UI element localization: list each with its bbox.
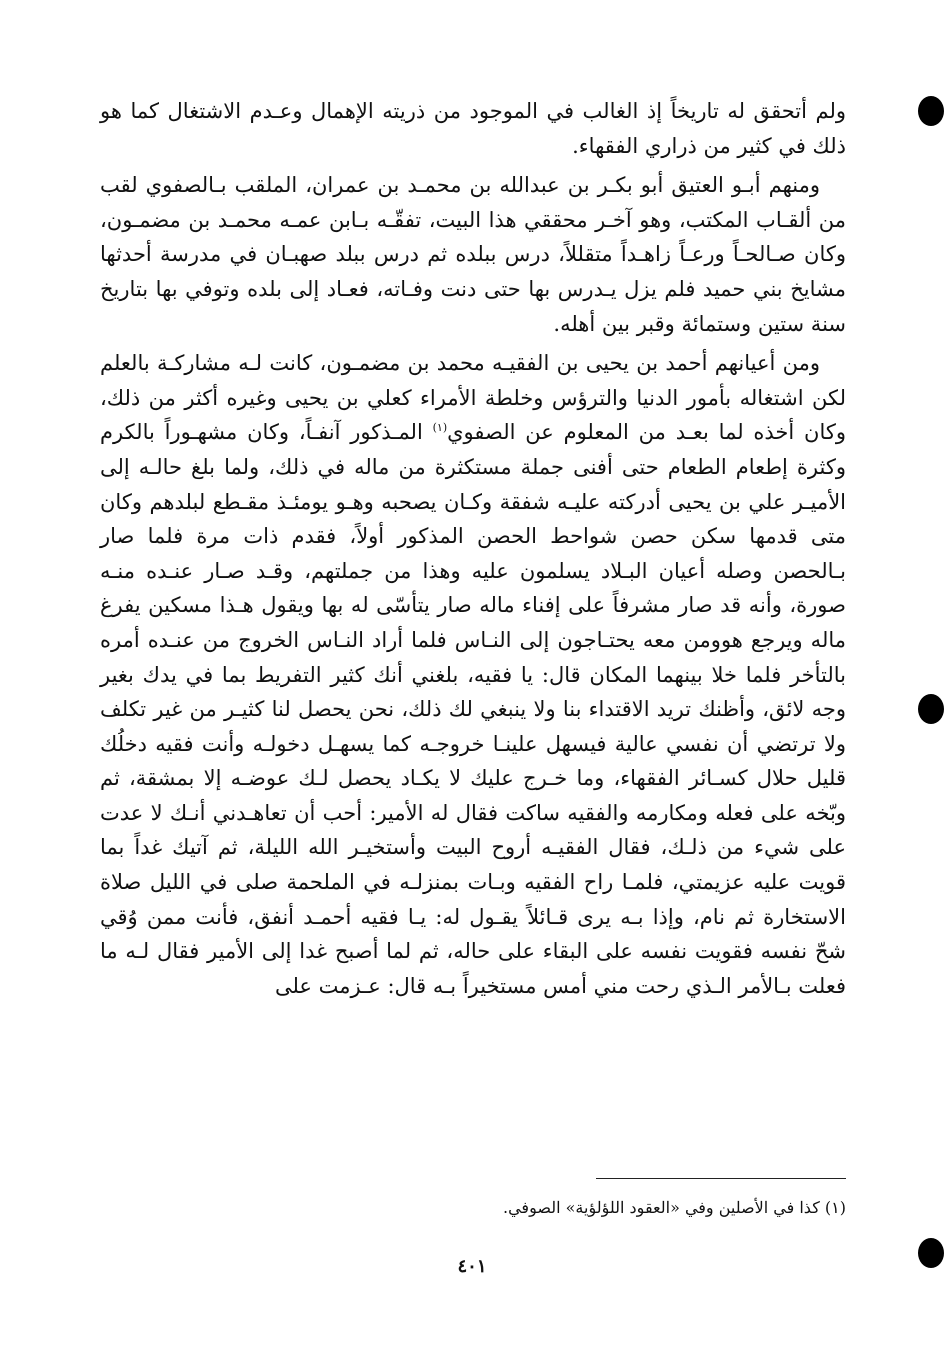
paragraph-3-before-note: ومن أعيانهم أحمد بن يحيى بن الفقيـه محمد بن مضمـون، كانت لـه مشاركـة بالعلم لكن اشتغاله بأمور الدنيا والترؤس وخلطة الأمراء كعلي بن يحيى وغيره أكثر من ذلك، وكان أخذه لما بعـد من المعلوم عن الصفوي [100,351,847,445]
paragraph-3-after-note: المـذكور آنفـاً، وكان مشهـوراً بالكرم وكثرة إطعام الطعام حتى أفنى جملة مستكثرة من ماله في ذلك، ولما بلغ حالـه إلى الأميـر علي بن يحيى أدركته عليـه شفقة وكـان يصحبه وهـو يومئـذ مقـطع لبلدهم وكان متى قدمها سكن حصن شواحط الحصن المذكور أولاً، فقدم ذات مرة فلما صار بـالحصن وصله أعيان البـلاد يسلمون عليه وهذا من جملتهم، وقـد صـار عنـده منـه صورة، وأنه قد صار مشرفاً على إفناء ماله صار يتأسّى له بها ويقول هـذا مسكين يفرغ ماله ويرجع هوومن معه يحتـاجون إلى النـاس فلما أراد النـاس الخروج من عنـده أمره بالتأخر فلما خلا بينهما المكان قال: يا فقيه، بلغني أنك كثير التفريط بما في يدك بغير وجه لائق، وأظنك تريد الاقتداء بنا ولا ينبغي لك ذلك، نحن يحصل لنا كثيـر من غير تكلف ولا ترتضي أن نفسي عالية فيسهل علينـا خروجـه كما يسهـل دخولـه وأنت فقيه دخلُك قليل حلال كسـائر الفقهاء، وما خـرج عليك لا يكـاد يحصل لـك عوضـه إلا بمشقة، ثم وبّخه على فعله ومكارمه والفقيه ساكت فقال له الأمير: أحب أن تعاهـدني أنـك لا عدت على شيء من ذلـك، فقال الفقيـه أروح البيت وأستخيـر الله الليلة، ثم آتيك غداً بما قويت عليه عزيمتي، فلمـا راح الفقيه وبـات بمنزلـه في الملحمة صلى في الليل صلاة الاستخارة ثم نام، وإذا بـه يرى قـائلاً يقـول له: يـا فقيه أحمـد أنفق، فأنت ممن وُقي شحّ نفسه فقويت نفسه على البقاء على حاله، ثم لما أصبح غدا إلى الأمير فقال لـه ما فعلت بـالأمر الـذي رحت مني أمس مستخيراً بـه قال: عـزمت على [100,420,847,998]
paragraph-1: ولم أتحقق له تاريخاً إذ الغالب في الموجود من ذريته الإهمال وعـدم الاشتغال كما هو ذلك في كثير من ذراري الفقهاء. [100,99,846,158]
footnote-separator [596,1178,846,1179]
paragraph-3 [100,346,846,1003]
binding-hole-dot-bottom [918,1238,944,1268]
page-number: ٤٠١ [457,1256,487,1277]
main-text [100,94,846,1008]
binding-hole-dot-top [918,96,944,126]
footnote-marker[interactable]: (١) [432,421,448,435]
paragraph-2: ومنهم أبـو العتيق أبو بكـر بن عبدالله بن محمـد بن عمران، الملقب بـالصفوي لقب من ألقـاب المكتب، وهو آخـر محققي هذا البيت، تفقّـه بـابن عمـه محمـد بن مضمـون، وكان صـالحـاً ورعـاً زاهـداً متقللاً، درس ببلده ثم درس ببلد صهبـان في مدرسة أحدثها مشايخ بني حميد فلم يزل يـدرس بها حتى دنت وفـاته، فعـاد إلى بلده وتوفي بها بتاريخ سنة ستين وستمائة وقبر بين أهله. [100,173,846,336]
footnote: (١) كذا في الأصلين وفي «العقود اللؤلؤية» الصوفي. [503,1198,846,1217]
binding-hole-dot-middle [918,694,944,724]
